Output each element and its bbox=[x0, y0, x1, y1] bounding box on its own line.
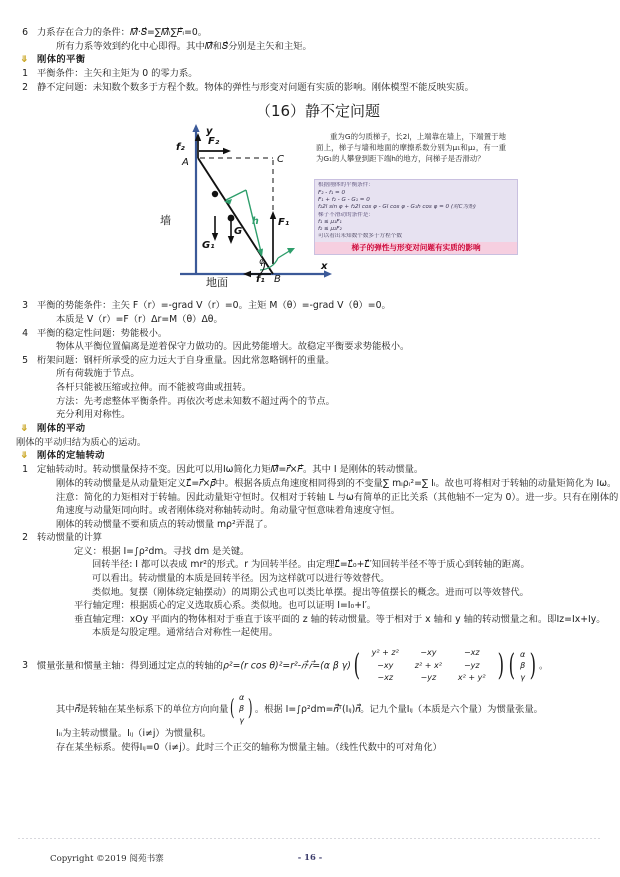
list-number: 4 bbox=[22, 327, 28, 339]
heading-label: 刚体的定轴转动 bbox=[37, 450, 105, 462]
list-text: 转动惯量的计算 bbox=[37, 532, 103, 544]
list-text: 刚体的转动惯量不要和质点的转动惯量 mρ²弄混了。 bbox=[56, 518, 273, 530]
list-item bbox=[8, 518, 620, 532]
diagram-label-h: h bbox=[252, 216, 259, 228]
list-item bbox=[8, 313, 620, 327]
list-number: 3 bbox=[22, 300, 28, 312]
matrix-cell: x² + y² bbox=[457, 673, 486, 683]
solution-highlight: 梯子的弹性与形变对问题有实质的影响 bbox=[315, 242, 517, 254]
solution-note: 可以看出未知数个数多于方程个数 bbox=[318, 233, 402, 240]
vector-cell: β bbox=[520, 661, 526, 671]
diagram-label-f1: f₁ bbox=[256, 274, 265, 286]
paragraph-text: 刚体的平动归结为质心的运动。 bbox=[16, 436, 147, 448]
list-text: 物体从平衡位置偏离是逆着保守力做功的。因此势能增大。故稳定平衡要求势能极小。 bbox=[56, 341, 410, 353]
list-text: 本质是勾股定理。通常结合对称性一起使用。 bbox=[92, 627, 278, 639]
left-paren-icon: ( bbox=[230, 695, 236, 721]
list-item bbox=[8, 727, 620, 741]
list-item bbox=[8, 599, 620, 613]
vector-row bbox=[239, 716, 244, 726]
left-paren-icon: ( bbox=[353, 647, 361, 683]
diagram-label-f2: f₂ bbox=[176, 142, 185, 154]
diagram-label-y-axis: y bbox=[206, 126, 213, 138]
matrix-row bbox=[365, 673, 493, 684]
solution-box bbox=[314, 179, 518, 254]
diagram-label-x-axis: x bbox=[321, 261, 328, 273]
list-number: 1 bbox=[22, 464, 28, 476]
matrix-cell: −xz bbox=[377, 673, 394, 683]
list-text: 平行轴定理：根据质心的定义选取质心系。类似地。也可以证明 I=I₀+I′。 bbox=[74, 600, 377, 612]
right-paren-icon: ) bbox=[497, 647, 504, 683]
matrix-cell: −xy bbox=[377, 660, 394, 670]
ladder-diagram bbox=[160, 124, 335, 296]
list-number: 1 bbox=[22, 68, 28, 80]
list-text: 定轴转动时。转动惯量保持不变。因此可以用Iω简化力矩𝑀⃗=𝑟⃗×𝐹⃗。其中 I 是刚体的转动惯量。 bbox=[37, 464, 424, 476]
list-number: 6 bbox=[22, 27, 28, 38]
vector-row bbox=[239, 693, 244, 703]
list-text: 所有力系等效到约化中心即得。其中𝑀⃗和𝑆⃗分别是主矢和主矩。 bbox=[56, 40, 312, 52]
list-text: 类似地。复摆（刚体绕定轴摆动）的周期公式也可以类比单摆。提出等值摆长的概念。进而可以等效替代。 bbox=[92, 586, 529, 598]
list-item bbox=[8, 477, 620, 491]
diagram-label-G1: G₁ bbox=[202, 240, 215, 252]
list-text: 垂直轴定理：xOy 平面内的物体相对于垂直于该平面的 z 轴的转动惯量。等于相对于 x 轴和 y 轴的转动惯量之和。即Iz=Ix+Iy。 bbox=[74, 613, 606, 625]
list-item bbox=[8, 586, 620, 600]
vector-row bbox=[520, 650, 525, 660]
column-vector bbox=[518, 648, 527, 685]
list-text: 回转半径: I 都可以表成 mr²的形式。r 为回转半径。由定理𝐿⃗=𝐿⃗₀+𝐿⃗′知回转半径不等于质心到转轴的距离。 bbox=[92, 559, 530, 571]
list-text: 存在某坐标系。使得Iᵢⱼ=0（i≠j）。此时三个正交的轴称为惯量主轴。（线性代数中的可对角化） bbox=[56, 741, 442, 753]
vector-cell: α bbox=[238, 692, 245, 702]
list-text: 平衡的稳定性问题：势能极小。 bbox=[37, 327, 168, 339]
list-text: 刚体的转动惯量是从动量矩定义𝐿⃗=𝑟⃗×𝑝⃗中。根据各质点角速度相同得到的不变量∑ mᵢρᵢ²=∑ Iᵢ。故也可将相对于转轴的动量矩简化为 Iω。 bbox=[56, 477, 617, 489]
solution-condition: f₂ ≤ μ₂F₂ bbox=[318, 226, 342, 233]
list-item bbox=[8, 40, 620, 54]
matrix-body bbox=[363, 646, 495, 686]
list-text: 可以看出。转动惯量的本质是回转半径。因为这样就可以进行等效替代。 bbox=[92, 573, 390, 585]
direction-vector bbox=[228, 691, 254, 728]
list-item bbox=[8, 626, 620, 640]
heading-label: 刚体的平衡 bbox=[37, 54, 86, 66]
diagram-label-B: B bbox=[274, 274, 281, 286]
inertia-tensor-note bbox=[8, 691, 620, 728]
matrix-cell: −xz bbox=[463, 648, 480, 658]
footer-page-number: - 16 - bbox=[297, 852, 323, 862]
list-item bbox=[8, 381, 620, 395]
diagram-label-F2: F₂ bbox=[208, 136, 220, 148]
list-text: 平衡条件：主矢和主矩为 0 的零力系。 bbox=[37, 68, 198, 80]
arrow-bullet-icon: ⤋ bbox=[20, 423, 28, 434]
list-text: 各杆只能被压缩或拉伸。而不能被弯曲或扭转。 bbox=[56, 381, 252, 393]
solution-header-2: 梯子不滑动的条件是： bbox=[318, 211, 374, 218]
inertia-note-tail: 。根据 I=∫ρ²dm=𝑛⃗ᵀ(Iᵢⱼ)𝑛⃗。记九个量Iᵢⱼ（本质是六个量）为惯量张量。 bbox=[254, 703, 543, 715]
footer-copyright: Copyright ©2019 阅苑书寨 bbox=[50, 854, 164, 864]
list-item bbox=[8, 395, 620, 409]
list-text: 注意：简化的力矩相对于转轴。因此动量矩守恒时。仅相对于转轴 L 与ω有简单的正比关系（其他轴不一定为 0）。进一步。只有在刚体的角速度与动量矩同向时。或者刚体绕对称轴转动时。角动量守恒意味着角速度守恒。 bbox=[56, 491, 619, 517]
inertia-tensor-expression: ρ²=(r cos θ)²=r²-𝑛⃗·𝑟⃗=(α β γ) bbox=[222, 660, 351, 672]
list-item bbox=[8, 545, 620, 559]
list-item bbox=[8, 463, 620, 477]
list-text: 方法：先考虑整体平衡条件。再依次考虑未知数不超过两个的节点。 bbox=[56, 395, 335, 407]
list-text: 平衡的势能条件：主矢 F（r）=-grad V（r）=0。主矩 M（θ）=-grad V（θ）=0。 bbox=[37, 300, 391, 312]
solution-condition: f₁ ≤ μ₁F₁ bbox=[318, 218, 342, 225]
diagram-label-G: G bbox=[234, 226, 243, 238]
list-item bbox=[8, 572, 620, 586]
matrix-cell: y² + z² bbox=[371, 648, 399, 658]
solution-header-1: 根据刚体的平衡条件： bbox=[318, 182, 374, 189]
list-item bbox=[8, 67, 620, 81]
vector-row bbox=[520, 661, 525, 671]
list-text: 力系存在合力的条件：𝑀⃗·𝑆⃗=∑𝑀⃗ᵢ∑𝐹⃗ᵢ=0。 bbox=[37, 27, 208, 38]
list-item bbox=[8, 327, 620, 341]
list-item bbox=[8, 299, 620, 313]
list-item bbox=[8, 26, 620, 40]
diagram-label-C: C bbox=[277, 154, 284, 166]
list-item bbox=[8, 367, 620, 381]
list-item bbox=[8, 491, 620, 518]
diagram-label-phi: φ bbox=[259, 257, 265, 268]
list-item bbox=[8, 531, 620, 545]
list-text: 本质是 V（r）=F（r）Δr=M（θ）Δθ。 bbox=[56, 313, 223, 325]
vector-cell: γ bbox=[520, 672, 526, 682]
list-text: 静不定问题：未知数个数多于方程个数。物体的弹性与形变对问题有实质的影响。刚体模型不能反映实质。 bbox=[37, 81, 474, 93]
list-item bbox=[8, 613, 620, 627]
matrix-row bbox=[365, 648, 493, 659]
matrix-row bbox=[365, 661, 493, 672]
diagram-label-wall: 墙 bbox=[160, 214, 171, 228]
heading-label: 刚体的平动 bbox=[37, 422, 86, 434]
list-number: 2 bbox=[22, 81, 28, 93]
list-item bbox=[8, 408, 620, 422]
inertia-tensor-formula bbox=[37, 646, 620, 686]
list-number: 3 bbox=[22, 659, 28, 671]
vector-row bbox=[520, 673, 525, 683]
right-paren-icon: ) bbox=[529, 647, 537, 683]
solution-equation: F₁ + f₂ - G - G₁ = 0 bbox=[318, 196, 370, 203]
vector-body bbox=[237, 691, 246, 728]
diagram-label-ground: 地面 bbox=[206, 276, 228, 290]
vector-cell: α bbox=[520, 649, 526, 659]
problem-statement: 重为G的匀质梯子，长2l，上端靠在墙上，下端置于地面上，梯子与墙和地面的摩擦系数分别为μ₁和μ₂，有一重为G₁的人攀登到距下端h的地方，问梯子是否滑动？ bbox=[316, 132, 506, 163]
list-item bbox=[8, 741, 620, 755]
matrix-cell: −yz bbox=[420, 673, 437, 683]
matrix-cell: −yz bbox=[463, 660, 480, 670]
right-paren-icon: ) bbox=[248, 695, 253, 721]
paragraph bbox=[8, 436, 620, 450]
inertia-tensor-lead: 惯量张量和惯量主轴：得到通过定点的转轴的 bbox=[37, 660, 223, 672]
list-text: Iᵢᵢ为主转动惯量。Iᵢⱼ（i≠j）为惯量积。 bbox=[56, 728, 212, 740]
diagram-label-A: A bbox=[182, 157, 189, 169]
inertia-tensor-item bbox=[8, 646, 620, 686]
heading-rigid-translation bbox=[8, 422, 620, 436]
figure-region bbox=[8, 124, 620, 299]
arrow-bullet-icon: ⤋ bbox=[20, 451, 28, 462]
vector-cell: β bbox=[239, 704, 245, 714]
inertia-note-lead: 其中𝑛⃗是转轴在某坐标系下的单位方向向量 bbox=[56, 703, 229, 715]
list-number: 5 bbox=[22, 354, 28, 366]
list-number: 2 bbox=[22, 532, 28, 544]
list-text: 定义：根据 I=∫ρ²dm。寻找 dm 是关键。 bbox=[74, 545, 250, 557]
matrix-cell: z² + x² bbox=[414, 660, 442, 670]
list-item bbox=[8, 81, 620, 95]
inertia-note-text bbox=[8, 691, 620, 728]
diagram-label-F1: F₁ bbox=[278, 217, 290, 229]
heading-fixed-axis-rotation bbox=[8, 449, 620, 463]
vector-row bbox=[239, 704, 244, 714]
list-item bbox=[8, 354, 620, 368]
list-text: 所有荷载施于节点。 bbox=[56, 368, 140, 380]
arrow-bullet-icon: ⤋ bbox=[20, 55, 28, 66]
left-paren-icon: ( bbox=[508, 647, 516, 683]
list-item bbox=[8, 340, 620, 354]
solution-equation: F₂ - f₁ = 0 bbox=[318, 189, 346, 196]
matrix-cell: −xy bbox=[420, 648, 437, 658]
inertia-tensor-tail: 。 bbox=[539, 660, 549, 672]
solution-equation: f₂2l sin φ + f₂2l cos φ - Gl cos φ - G₁h cos φ = 0 (对C为矩) bbox=[318, 204, 476, 211]
inertia-matrix bbox=[351, 646, 539, 686]
list-text: 桁架问题：钢杆所承受的应力远大于自身重量。因此常忽略钢杆的重量。 bbox=[37, 354, 335, 366]
vector-cell: γ bbox=[239, 715, 244, 725]
heading-rigid-equilibrium bbox=[8, 53, 620, 67]
section-title: （16）静不定问题 bbox=[255, 102, 381, 121]
list-item bbox=[8, 558, 620, 572]
list-text: 充分利用对称性。 bbox=[56, 409, 131, 421]
footer-divider bbox=[18, 838, 602, 839]
